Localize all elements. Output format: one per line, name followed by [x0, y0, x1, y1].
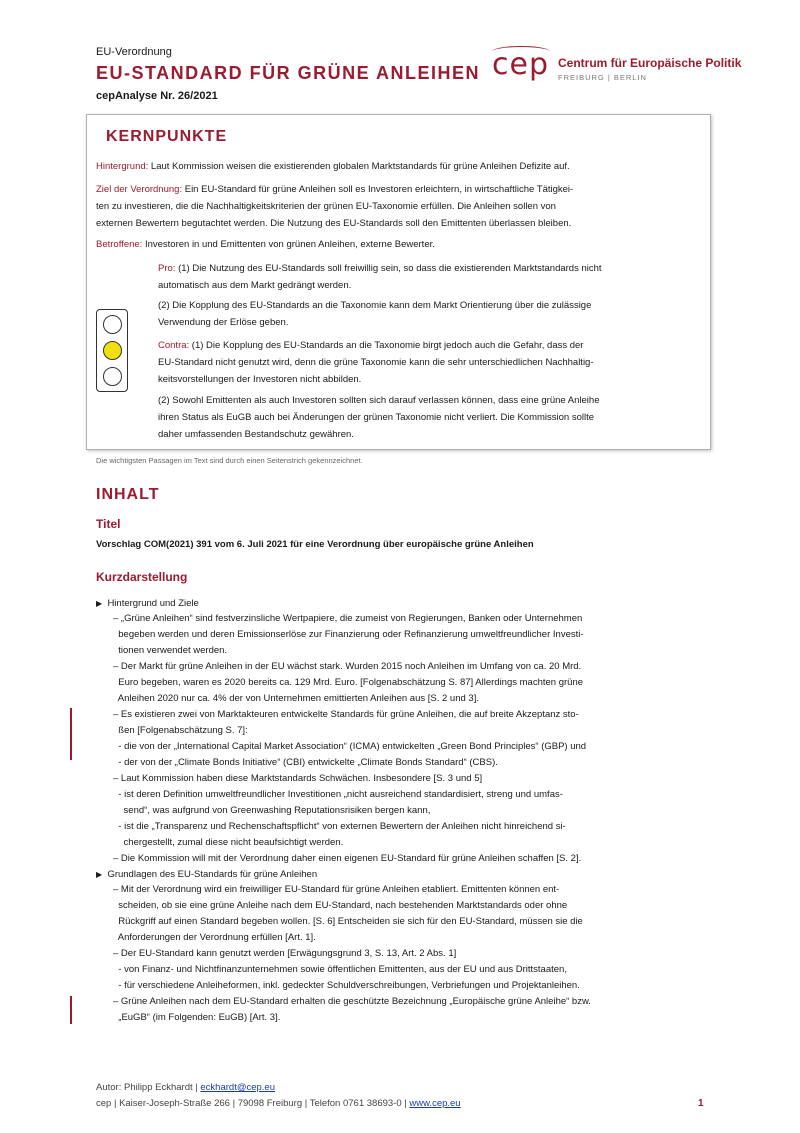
body-line: – Laut Kommission haben diese Marktstandards Schwächen. Insbesondere [S. 3 und 5]	[113, 773, 483, 784]
contra-line: (1) Die Kopplung des EU-Standards an die Taxonomie birgt jedoch auch die Gefahr, dass der	[189, 340, 584, 351]
body-line: - ist deren Definition umweltfreundlicher Investitionen „nicht ausreichend standardisiert, streng und umfas-	[113, 789, 563, 800]
affected-label: Betroffene:	[96, 239, 143, 250]
traffic-light-top-lamp-icon	[103, 315, 122, 334]
cep-logo	[492, 47, 742, 90]
body-line: – „Grüne Anleihen“ sind festverzinsliche Wertpapiere, die zumeist von Regierungen, Banken oder Unternehmen	[113, 613, 583, 624]
importance-marker	[70, 708, 72, 760]
key-point-background	[96, 158, 696, 175]
address-text: cep | Kaiser-Joseph-Straße 266 | 79098 Freiburg | Telefon 0761 38693-0 |	[96, 1098, 410, 1109]
body-line: ßen [Folgenabschätzung S. 7]:	[113, 725, 248, 736]
logo-organisation-name: Centrum für Europäische Politik	[558, 56, 742, 70]
contra2-line: ihren Status als EuGB auch bei Änderungen der grünen Taxonomie nicht verliert. Die Kommission sollte	[158, 412, 595, 423]
section-eu-standard-basics	[96, 867, 317, 883]
traffic-light-bottom-lamp-icon	[103, 367, 122, 386]
body-line: „EuGB“ (im Folgenden: EuGB) [Art. 3].	[113, 1012, 281, 1023]
body-line: - die von der „International Capital Market Association“ (ICMA) entwickelten „Green Bond Principles“ (GBP) und	[113, 741, 587, 752]
author-text: Autor: Philipp Eckhardt |	[96, 1082, 201, 1093]
key-point-pro-2	[158, 297, 700, 331]
section-heading: Hintergrund und Ziele	[107, 598, 199, 609]
body-line: – Die Kommission will mit der Verordnung daher einen eigenen EU-Standard für grüne Anleihen schaffen [S. 2].	[113, 853, 582, 864]
contra2-line: daher umfassenden Bestandschutz gewähren.	[158, 429, 354, 440]
logo-wordmark: cep	[492, 47, 549, 82]
body-line: begeben werden und deren Emissionserlöse zur Finanzierung oder Refinanzierung umweltfreundlicher Investi-	[113, 629, 584, 640]
key-point-goal	[96, 181, 696, 232]
triangle-bullet-icon: ▶	[96, 870, 103, 879]
goal-line: Ein EU-Standard für grüne Anleihen soll es Investoren erleichtern, in wirtschaftliche Tätigkei-	[182, 184, 574, 195]
contra-line: EU-Standard nicht genutzt wird, denn die grüne Taxonomie kann die sehr unterschiedlichen Nachhaltig-	[158, 357, 594, 368]
body-line: - ist die „Transparenz und Rechenschaftspflicht“ von externen Bewertern der Anleihen nicht hinreichend si-	[113, 821, 566, 832]
key-point-contra-1	[158, 337, 700, 388]
body-line: – Mit der Verordnung wird ein freiwilliger EU-Standard für grüne Anleihen etabliert. Emittenten können ent-	[113, 884, 560, 895]
key-point-pro-1	[158, 260, 700, 294]
body-line: chergestellt, zumal diese nicht beaufsichtigt werden.	[113, 837, 344, 848]
body-line: – Grüne Anleihen nach dem EU-Standard erhalten die geschützte Bezeichnung „Europäische grüne Anleihe“ bzw.	[113, 996, 591, 1007]
footer-address	[96, 1098, 461, 1109]
proposal-title: Vorschlag COM(2021) 391 vom 6. Juli 2021 für eine Verordnung über europäische grüne Anleihen	[96, 539, 534, 550]
section-eu-standard-basics-body	[113, 882, 703, 1026]
section-background-goals-body	[113, 611, 703, 867]
body-line: scheiden, ob sie eine grüne Anleihe nach dem EU-Standard, nach bestehenden Marktstandards oder ohne	[113, 900, 568, 911]
page-number: 1	[698, 1098, 704, 1109]
body-line: – Der EU-Standard kann genutzt werden [Erwägungsgrund 3, S. 13, Art. 2 Abs. 1]	[113, 948, 457, 959]
body-line: Anleihen 2020 nur ca. 4% der von Unternehmen emittierten Anleihen aus [S. 2 und 3].	[113, 693, 479, 704]
body-line: - von Finanz- und Nichtfinanzunternehmen sowie öffentlichen Emittenten, aus der EU und aus Drittstaaten,	[113, 964, 567, 975]
body-line: Anforderungen der Verordnung erfüllen [Art. 1].	[113, 932, 316, 943]
content-heading: INHALT	[96, 486, 160, 503]
pro-label: Pro:	[158, 263, 176, 274]
footer-author	[96, 1082, 275, 1093]
key-point-affected	[96, 236, 696, 253]
affected-text: Investoren in und Emittenten von grünen Anleihen, externe Bewerter.	[142, 239, 435, 250]
section-background-goals	[96, 596, 199, 612]
body-line: - der von der „Climate Bonds Initiative“ (CBI) entwickelte „Climate Bonds Standard“ (CBS).	[113, 757, 498, 768]
goal-line: externen Bewertern begutachtet werden. Die Nutzung des EU-Standards soll den Emittenten überlassen bleiben.	[96, 218, 572, 229]
body-line: Rückgriff auf einen Standard begeben wollen. [S. 6] Entscheiden sie sich für den EU-Standard, müssen sie die	[113, 916, 583, 927]
summary-heading: Kurzdarstellung	[96, 570, 188, 584]
document-series: EU-Verordnung	[96, 46, 172, 58]
traffic-light-icon	[96, 309, 128, 392]
body-line: - für verschiedene Anleiheformen, inkl. gedeckter Schuldverschreibungen, Verbriefungen und Projektanleihen.	[113, 980, 580, 991]
logo-cities: FREIBURG | BERLIN	[558, 73, 647, 82]
contra2-line: (2) Sowohl Emittenten als auch Investoren sollten sich darauf verlassen können, dass eine grüne Anleihe	[158, 395, 600, 406]
pro2-line: (2) Die Kopplung des EU-Standards an die Taxonomie kann dem Markt Orientierung über die zulässige	[158, 300, 592, 311]
body-line: – Es existieren zwei von Marktakteuren entwickelte Standards für grüne Anleihen, die auf breite Akzeptanz sto-	[113, 709, 579, 720]
body-line: Euro begeben, waren es 2020 bereits ca. 129 Mrd. Euro. [Folgenabschätzung S. 87] Allerdings machten grüne	[113, 677, 584, 688]
pro2-line: Verwendung der Erlöse geben.	[158, 317, 289, 328]
goal-line: ten zu investieren, die die Nachhaltigkeitskriterien der grünen EU-Taxonomie erfüllen. Die Anleihen sollen von	[96, 201, 556, 212]
key-points-heading: KERNPUNKTE	[106, 128, 228, 145]
key-point-contra-2	[158, 392, 700, 443]
author-email-link[interactable]: eckhardt@cep.eu	[200, 1082, 275, 1093]
contra-label: Contra:	[158, 340, 190, 351]
body-line: send“, was aufgrund von Greenwashing Reputationsrisiken bergen kann,	[113, 805, 431, 816]
website-link[interactable]: www.cep.eu	[409, 1098, 461, 1109]
footnote: Die wichtigsten Passagen im Text sind durch einen Seitenstrich gekennzeichnet.	[96, 456, 363, 465]
document-title: EU-STANDARD FÜR GRÜNE ANLEIHEN	[96, 63, 480, 83]
traffic-light-middle-lamp-icon	[103, 341, 122, 360]
importance-marker	[70, 996, 72, 1024]
analysis-number: cepAnalyse Nr. 26/2021	[96, 90, 218, 102]
section-heading: Grundlagen des EU-Standards für grüne Anleihen	[107, 869, 318, 880]
body-line: tionen verwendet werden.	[113, 645, 228, 656]
pro-line: automatisch aus dem Markt gedrängt werden.	[158, 280, 352, 291]
triangle-bullet-icon: ▶	[96, 599, 103, 608]
title-heading: Titel	[96, 517, 121, 531]
goal-label: Ziel der Verordnung:	[96, 184, 183, 195]
pro-line: (1) Die Nutzung des EU-Standards soll freiwillig sein, so dass die existierenden Marktstandards nicht	[175, 263, 602, 274]
body-line: – Der Markt für grüne Anleihen in der EU wächst stark. Wurden 2015 noch Anleihen im Umfang von ca. 20 Mrd.	[113, 661, 582, 672]
contra-line: keitsvorstellungen der Investoren nicht abbilden.	[158, 374, 362, 385]
background-label: Hintergrund:	[96, 161, 149, 172]
background-text: Laut Kommission weisen die existierenden globalen Marktstandards für grüne Anleihen Defizite auf.	[148, 161, 570, 172]
